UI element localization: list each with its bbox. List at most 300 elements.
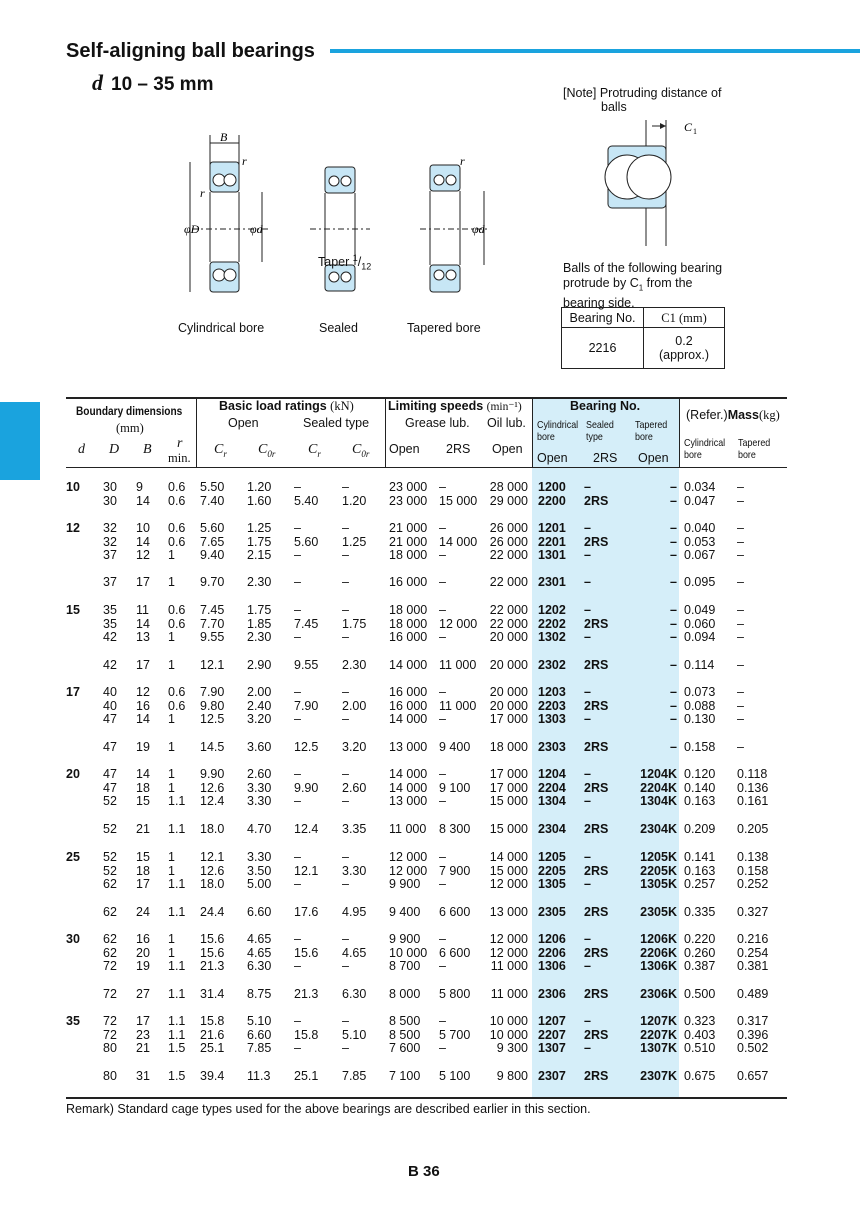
cell-D: 52 (103, 794, 117, 808)
cell-o: 17 000 (489, 712, 528, 726)
cell-Cr: 7.90 (200, 685, 225, 699)
header-basic: Basic load ratings (kN) (219, 399, 354, 413)
dim-phiD-label: φD (184, 222, 200, 236)
header-grease: Grease lub. (405, 416, 470, 430)
cell-bo: 1306 (538, 959, 566, 973)
cell-B: 31 (136, 1069, 150, 1083)
cell-g2: – (439, 1014, 446, 1028)
cell-d: 10 (66, 480, 80, 494)
cell-g2: – (439, 850, 446, 864)
cell-B: 17 (136, 658, 150, 672)
cell-r: 1.1 (168, 987, 186, 1001)
cell-mt: – (737, 480, 744, 494)
cell-sCr: 15.6 (294, 945, 319, 960)
cell-d: 20 (66, 767, 80, 781)
header-bn-2rs: 2RS (593, 451, 618, 465)
cell-mt: 0.502 (737, 1041, 769, 1055)
cell-sC0r: 3.35 (342, 822, 367, 836)
cell-sC0r: – (342, 1014, 349, 1028)
cell-D: 40 (103, 685, 117, 699)
cell-bo: 2207 (538, 1027, 566, 1042)
cylindrical-bore-diagram (184, 130, 270, 292)
cell-g2: 14 000 (439, 534, 478, 549)
cell-B: 16 (136, 932, 150, 946)
cell-sC0r: – (342, 480, 349, 494)
cell-o: 28 000 (489, 480, 528, 494)
cell-bt: 1204K (640, 767, 677, 781)
cell-bt: 2204K (640, 780, 677, 795)
cell-mt: 0.136 (737, 780, 769, 795)
c1-label: C (684, 120, 693, 134)
cell-sC0r: – (342, 712, 349, 726)
cell-r: 1.1 (168, 905, 186, 919)
cell-bs: 2RS (584, 493, 609, 508)
cell-r: 1 (168, 850, 175, 864)
header-basic-open: Open (228, 416, 259, 430)
cell-mc: 0.675 (684, 1069, 716, 1083)
cell-Cr: 9.90 (200, 767, 225, 781)
cell-bs: – (584, 575, 591, 589)
cell-B: 19 (136, 740, 150, 754)
cell-bs: 2RS (584, 740, 609, 754)
note-line1: [Note] Protruding distance of (563, 86, 722, 100)
cell-mt: 0.317 (737, 1014, 769, 1028)
cell-bt: – (670, 575, 677, 589)
cell-Cr: 12.6 (200, 780, 225, 795)
cell-bs: 2RS (584, 822, 609, 836)
cell-r: 1 (168, 780, 175, 795)
cell-bo: 2306 (538, 987, 566, 1001)
cell-B: 12 (136, 548, 150, 562)
cell-Cr: 14.5 (200, 740, 225, 754)
cell-mc: 0.260 (684, 945, 716, 960)
cell-bs: – (584, 521, 591, 535)
cell-C0r: 1.60 (247, 493, 272, 508)
cell-C0r: 2.30 (247, 575, 272, 589)
cell-g2: 12 000 (439, 616, 478, 631)
cell-mt: – (737, 712, 744, 726)
cell-mc: 0.220 (684, 932, 716, 946)
cell-r: 1.5 (168, 1041, 186, 1055)
cell-mt: 0.158 (737, 863, 769, 878)
cell-mc: 0.047 (684, 493, 716, 508)
cell-bs: 2RS (584, 780, 609, 795)
protrusion-table-bearing: 2216 (562, 328, 644, 368)
cell-Cr: 7.70 (200, 616, 225, 631)
cell-g: 18 000 (389, 548, 428, 562)
header-B: B (143, 442, 152, 457)
cell-B: 11 (136, 603, 149, 617)
cell-bo: 1307 (538, 1041, 566, 1055)
cell-B: 16 (136, 698, 150, 713)
cell-o: 12 000 (489, 877, 528, 891)
cell-bo: 1305 (538, 877, 566, 891)
cell-bs: 2RS (584, 616, 609, 631)
cell-Cr: 15.6 (200, 945, 225, 960)
cell-D: 62 (103, 877, 117, 891)
cell-mc: 0.073 (684, 685, 716, 699)
cell-g: 8 500 (389, 1014, 421, 1028)
cell-Cr: 12.4 (200, 794, 225, 808)
cell-mc: 0.095 (684, 575, 716, 589)
cell-C0r: 3.60 (247, 740, 272, 754)
cell-sC0r: – (342, 932, 349, 946)
cell-g: 23 000 (389, 493, 428, 508)
dim-phid-label: φd (250, 222, 263, 236)
cell-D: 47 (103, 712, 117, 726)
cell-sCr: – (294, 685, 301, 699)
cell-sCr: 15.8 (294, 1027, 319, 1042)
cell-sCr: – (294, 575, 301, 589)
cell-r: 1.1 (168, 877, 186, 891)
cell-sCr: – (294, 932, 301, 946)
cell-r: 1.5 (168, 1069, 186, 1083)
cell-o: 17 000 (489, 780, 528, 795)
cell-mt: – (737, 534, 744, 549)
svg-text:1: 1 (693, 127, 697, 136)
cell-o: 9 300 (496, 1041, 528, 1055)
cell-D: 62 (103, 945, 117, 960)
cell-g2: – (439, 877, 446, 891)
cell-B: 15 (136, 794, 150, 808)
cell-bt: – (670, 493, 677, 508)
cell-C0r: 1.20 (247, 480, 272, 494)
cell-bs: 2RS (584, 534, 609, 549)
cell-bo: 2304 (538, 822, 566, 836)
cell-C0r: 5.10 (247, 1014, 272, 1028)
cell-g: 9 900 (389, 877, 421, 891)
cell-r: 1.1 (168, 1027, 186, 1042)
cell-bt: 1205K (640, 850, 677, 864)
cell-sCr: 21.3 (294, 987, 319, 1001)
cell-mc: 0.163 (684, 863, 716, 878)
cell-sC0r: 3.30 (342, 863, 367, 878)
cell-bo: 1206 (538, 932, 566, 946)
cell-mc: 0.120 (684, 767, 716, 781)
cell-bt: 1307K (640, 1041, 677, 1055)
cell-B: 15 (136, 850, 150, 864)
cell-mc: 0.040 (684, 521, 716, 535)
cell-D: 35 (103, 616, 117, 631)
cell-sC0r: – (342, 521, 349, 535)
cell-sCr: 17.6 (294, 905, 319, 919)
cell-bt: 1207K (640, 1014, 677, 1028)
cell-d: 30 (66, 932, 80, 946)
cell-B: 12 (136, 685, 150, 699)
cell-D: 32 (103, 534, 117, 549)
cell-D: 30 (103, 493, 117, 508)
header-bn-open: Open (537, 451, 568, 465)
cell-g2: 7 900 (439, 863, 471, 878)
subtitle-range: 10 – 35 mm (111, 74, 214, 95)
cell-o: 26 000 (489, 521, 528, 535)
cell-Cr: 18.0 (200, 822, 225, 836)
cell-bs: 2RS (584, 658, 609, 672)
cell-C0r: 5.00 (247, 877, 272, 891)
page-subtitle (92, 70, 213, 96)
cell-bs: 2RS (584, 1027, 609, 1042)
cell-bt: 2306K (640, 987, 677, 1001)
cell-o: 14 000 (489, 850, 528, 864)
cell-D: 52 (103, 850, 117, 864)
bearing-diagrams (170, 125, 560, 320)
cell-mc: 0.510 (684, 1041, 716, 1055)
cell-B: 17 (136, 1014, 150, 1028)
cell-sC0r: – (342, 603, 349, 617)
cell-o: 10 000 (489, 1014, 528, 1028)
cell-mt: 0.396 (737, 1027, 769, 1042)
cell-Cr: 21.6 (200, 1027, 225, 1042)
cell-bo: 2201 (538, 534, 566, 549)
cell-mt: – (737, 521, 744, 535)
cell-g: 9 400 (389, 905, 421, 919)
cell-bo: 2206 (538, 945, 566, 960)
cell-mt: – (737, 740, 744, 754)
cell-mt: 0.216 (737, 932, 769, 946)
cell-bt: 1305K (640, 877, 677, 891)
protrusion-table-header-bearing: Bearing No. (562, 308, 644, 327)
cell-sCr: 7.90 (294, 698, 319, 713)
cell-C0r: 7.85 (247, 1041, 272, 1055)
cell-sC0r: – (342, 767, 349, 781)
cell-mc: 0.323 (684, 1014, 716, 1028)
cell-D: 47 (103, 767, 117, 781)
cell-Cr: 25.1 (200, 1041, 225, 1055)
cell-bo: 1303 (538, 712, 566, 726)
protrusion-diagram (590, 118, 710, 248)
cell-sCr: – (294, 521, 301, 535)
cell-C0r: 2.90 (247, 658, 272, 672)
cell-sC0r: 2.30 (342, 658, 367, 672)
cell-B: 18 (136, 863, 150, 878)
cell-D: 40 (103, 698, 117, 713)
cell-r: 0.6 (168, 685, 186, 699)
cell-D: 72 (103, 959, 117, 973)
cell-g: 23 000 (389, 480, 428, 494)
cell-mc: 0.049 (684, 603, 716, 617)
cell-sCr: 5.60 (294, 534, 319, 549)
cell-bs: – (584, 480, 591, 494)
cell-Cr: 39.4 (200, 1069, 225, 1083)
cell-mc: 0.060 (684, 616, 716, 631)
cell-g2: 9 100 (439, 780, 471, 795)
cell-r: 1 (168, 548, 175, 562)
cell-mc: 0.034 (684, 480, 716, 494)
cell-g: 13 000 (389, 794, 428, 808)
table-bottom-rule (66, 1097, 787, 1099)
cell-B: 10 (136, 521, 150, 535)
cell-sC0r: – (342, 877, 349, 891)
cell-bs: – (584, 603, 591, 617)
cell-o: 11 000 (490, 987, 528, 1001)
cell-bo: 2202 (538, 616, 566, 631)
cell-sCr: – (294, 850, 301, 864)
cell-sC0r: – (342, 1041, 349, 1055)
section-tab (0, 402, 40, 480)
cell-r: 1 (168, 712, 175, 726)
cell-bt: – (670, 616, 677, 631)
cell-bo: 1205 (538, 850, 566, 864)
cell-Cr: 31.4 (200, 987, 225, 1001)
cell-bo: 1204 (538, 767, 566, 781)
cell-D: 72 (103, 987, 117, 1001)
cell-B: 21 (136, 822, 150, 836)
cell-r: 1.1 (168, 959, 186, 973)
cell-Cr: 7.65 (200, 534, 225, 549)
cell-d: 35 (66, 1014, 80, 1028)
cell-mt: – (737, 493, 744, 508)
cell-g2: – (439, 480, 446, 494)
cell-bt: 2207K (640, 1027, 677, 1042)
cell-bo: 1207 (538, 1014, 566, 1028)
cell-d: 25 (66, 850, 80, 864)
header-cr: $C_r$ (214, 442, 227, 459)
cell-g: 14 000 (389, 658, 428, 672)
cell-o: 15 000 (489, 822, 528, 836)
cell-g: 21 000 (389, 534, 428, 549)
cell-bt: – (670, 685, 677, 699)
cell-bt: – (670, 521, 677, 535)
cell-sC0r: 5.10 (342, 1027, 367, 1042)
cell-B: 19 (136, 959, 150, 973)
cell-D: 30 (103, 480, 117, 494)
cell-bo: 2204 (538, 780, 566, 795)
cell-g2: – (439, 548, 446, 562)
cell-g2: – (439, 794, 446, 808)
cell-g: 16 000 (389, 630, 428, 644)
cell-bo: 2203 (538, 698, 566, 713)
cell-bt: 2305K (640, 905, 677, 919)
cell-D: 72 (103, 1027, 117, 1042)
cell-D: 32 (103, 521, 117, 535)
cell-bs: – (584, 877, 591, 891)
cell-C0r: 2.60 (247, 767, 272, 781)
cell-g2: 5 700 (439, 1027, 471, 1042)
cell-o: 15 000 (489, 794, 528, 808)
cell-B: 18 (136, 780, 150, 795)
header-bearing-no: Bearing No. (570, 399, 641, 413)
cell-bs: 2RS (584, 945, 609, 960)
cell-g2: 6 600 (439, 945, 471, 960)
header-bn-open2: Open (638, 451, 669, 465)
cell-D: 62 (103, 905, 117, 919)
cell-bo: 2301 (538, 575, 566, 589)
cell-r: 1 (168, 740, 175, 754)
cell-r: 1.1 (168, 1014, 186, 1028)
cell-B: 27 (136, 987, 150, 1001)
cell-g: 11 000 (389, 822, 427, 836)
cell-r: 1 (168, 932, 175, 946)
cell-o: 10 000 (489, 1027, 528, 1042)
cell-bo: 2200 (538, 493, 566, 508)
cell-g2: 5 800 (439, 987, 471, 1001)
cell-g2: 8 300 (439, 822, 471, 836)
cell-g2: – (439, 603, 446, 617)
cell-r: 1 (168, 630, 175, 644)
cell-g: 12 000 (389, 863, 428, 878)
cell-Cr: 21.3 (200, 959, 225, 973)
cell-bo: 1202 (538, 603, 566, 617)
cell-bs: 2RS (584, 987, 609, 1001)
cell-C0r: 6.30 (247, 959, 272, 973)
cell-mt: 0.489 (737, 987, 769, 1001)
cell-sC0r: 4.95 (342, 905, 367, 919)
note-text3: bearing side. (563, 295, 635, 310)
caption-tapered: Tapered bore (407, 321, 481, 335)
header-oil: Oil lub. (487, 416, 526, 430)
cell-B: 13 (136, 630, 150, 644)
cell-bt: 1304K (640, 794, 677, 808)
cell-bs: – (584, 1014, 591, 1028)
cell-B: 24 (136, 905, 150, 919)
cell-r: 1 (168, 767, 175, 781)
cell-bo: 2303 (538, 740, 566, 754)
cell-sCr: – (294, 548, 301, 562)
header-speed-open2: Open (492, 442, 523, 456)
cell-g2: – (439, 630, 446, 644)
cell-o: 13 000 (489, 905, 528, 919)
cell-g2: – (439, 932, 446, 946)
cell-B: 14 (136, 534, 150, 549)
cell-mt: – (737, 698, 744, 713)
cell-g2: – (439, 685, 446, 699)
cell-C0r: 8.75 (247, 987, 272, 1001)
cell-D: 37 (103, 548, 117, 562)
cell-sC0r: 2.00 (342, 698, 367, 713)
cell-o: 26 000 (489, 534, 528, 549)
cell-o: 11 000 (490, 959, 528, 973)
cell-bs: – (584, 959, 591, 973)
caption-cylindrical: Cylindrical bore (178, 321, 265, 335)
cell-B: 23 (136, 1027, 150, 1042)
cell-mc: 0.088 (684, 698, 716, 713)
cell-bt: – (670, 480, 677, 494)
cell-g: 8 500 (389, 1027, 421, 1042)
cell-o: 20 000 (489, 658, 528, 672)
cell-bt: – (670, 630, 677, 644)
cell-mc: 0.094 (684, 630, 716, 644)
cell-g2: – (439, 1041, 446, 1055)
cell-g: 16 000 (389, 575, 428, 589)
dim-B-label: B (220, 130, 228, 144)
cell-d: 15 (66, 603, 80, 617)
protrusion-table (561, 307, 725, 369)
cell-r: 0.6 (168, 616, 186, 631)
cell-mt: 0.118 (737, 767, 768, 781)
cell-o: 20 000 (489, 630, 528, 644)
header-rmin: min. (168, 451, 191, 465)
title-rule (330, 49, 860, 53)
svg-text:φd: φd (472, 222, 485, 236)
cell-B: 9 (136, 480, 143, 494)
cell-sC0r: 6.30 (342, 987, 367, 1001)
cell-mc: 0.067 (684, 548, 716, 562)
header-d: d (78, 442, 85, 457)
cell-bt: – (670, 712, 677, 726)
cell-mc: 0.141 (684, 850, 716, 864)
note-text2: protrude by $C_1$ from the (563, 275, 693, 292)
cell-bt: 2206K (640, 945, 677, 960)
header-sealed-c0r: $C_{0r}$ (352, 442, 370, 459)
header-mass-tap: Tapered bore (738, 437, 771, 461)
cell-r: 1.1 (168, 822, 186, 836)
cell-o: 12 000 (489, 945, 528, 960)
cell-g: 18 000 (389, 603, 428, 617)
cell-Cr: 15.8 (200, 1014, 225, 1028)
note-line2: balls (601, 100, 627, 114)
cell-sC0r: 2.60 (342, 780, 367, 795)
cell-sC0r: 1.20 (342, 493, 367, 508)
